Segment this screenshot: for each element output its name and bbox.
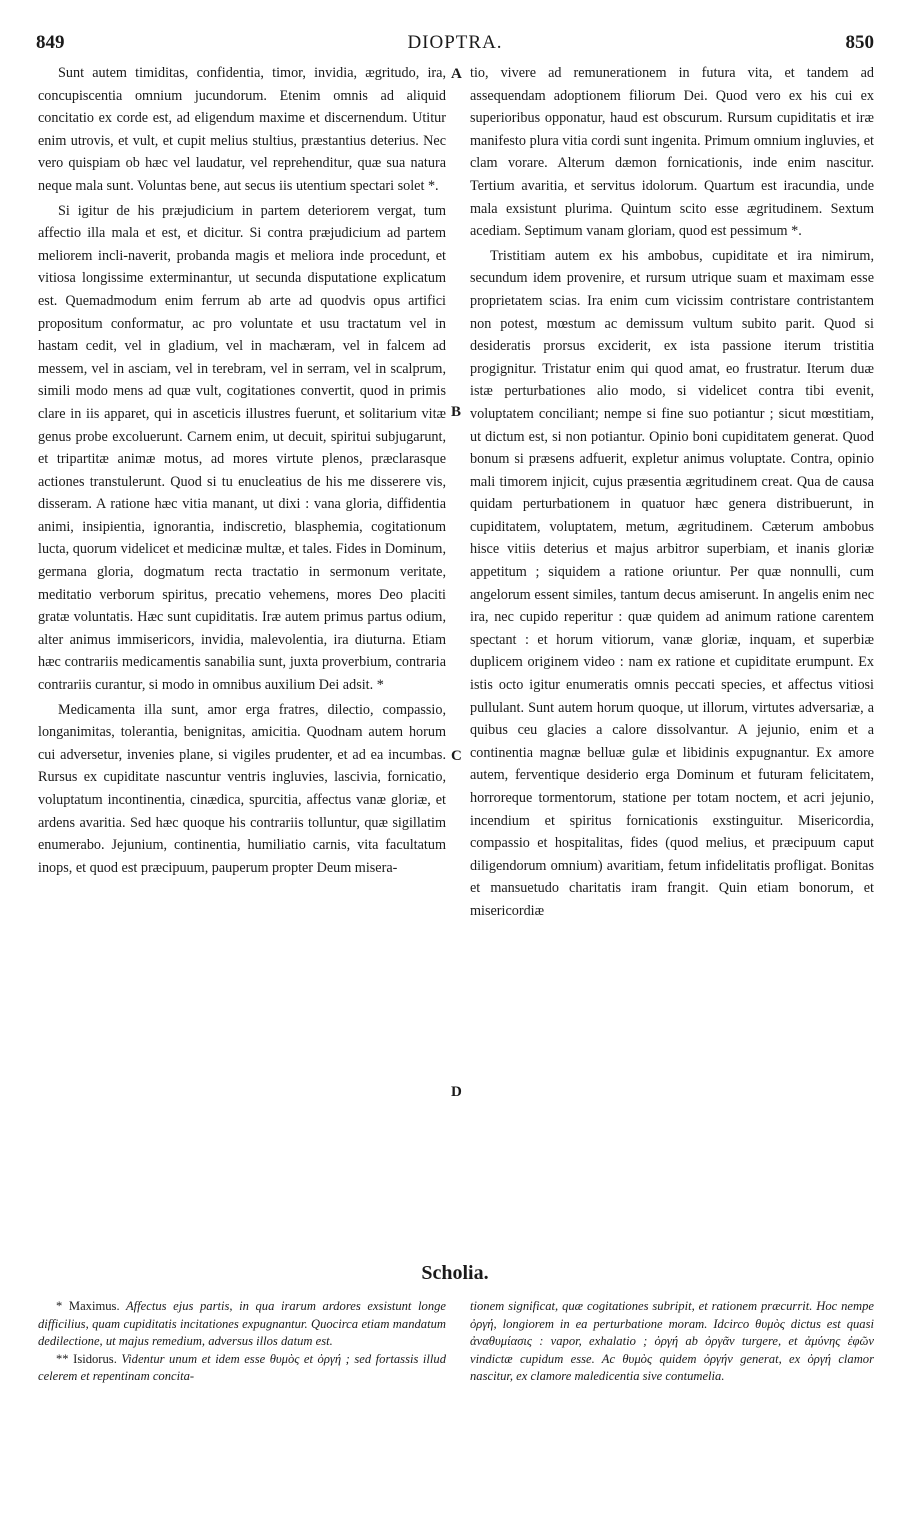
- page-header: [36, 32, 874, 60]
- scholion-note: [38, 1351, 446, 1386]
- paragraph: Si igitur de his præjudicium in partem deteriorem vergat, tum affectio illa mala et est, et dicitur. Si contra præjudicium ad partem meliorem incli-naverit, probanda magis et meliora inde procedunt, et vitiosa longissime exterminantur, ut secunda disputatione explicatum est. Quemadmodum enim ferrum ab arte ad quodvis opus artifici propositum conformatur, ac pro voluntate et usu tractatum vel in hastam cedit, vel in gladium, vel in machæram, vel in falcem ad messem, vel in asciam, vel in terebram, vel in serram, vel in scalprum, simili modo mens ad quæ vult, cogitationes convertit, quod in primis clare in iis apparet, qui in asceticis illustres fuerunt, et solitarium vitæ genus probe excoluerunt. Carnem enim, ut decuit, spiritui subjugarunt, et tripartitæ animæ motus, ad mores virtute plenos, præclarasque actiones transtulerunt. Quod si tu enucleatius de his me disserere vis, disseram. A ratione hæc vitia manant, ut dixi : vana gloria, diffidentia animi, insipientia, ignorantia, indiscretio, blasphemia, cogitationum lucta, quorum videlicet et medicinæ multæ, et tales. Fides in Dominum, germana gloria, dogmatum recta tractatio in sermonum veritate, meditatio verborum spiritus, precatio vehemens, mores Deo placiti gratæ voluntatis. Hæc sunt cupiditatis. Iræ autem primus partus odium, alter animus immisericors, invidia, malevolentia, ira diuturna. Etiam hæc contrariis medicamentis sanabilia sunt, juxta proverbium, contraria contrariis curantur, si modo in omnibus auxilium Dei adsit. *: [38, 202, 446, 694]
- paragraph: Tristitiam autem ex his ambobus, cupiditate et ira nimirum, secundum idem provenire, et rursum utrique suam et maximam esse proprietatem scias. Ira enim cum vicissim contristare contristantem non potest, mœstum ac demissum vultum subito parit. Quod si desideratis prorsus exciderit, ex ista passione iterum tristitia progignitur. Tristatur enim qui quod amat, eo frustratur. Iterum duæ istæ perturbationes alio modo, si videlicet contra tibi evenit, voluptatem conciliant; nempe si fine suo potiantur ; sicut mœstitiam, ut dictum est, si non potiantur. Opinio boni cupiditatem generat. Quod bonum si præsens adfuerit, expletur animus voluptate. Contra, opinio mali timorem injicit, cujus præsentia ægritudinem creat. Qua de causa quidam perturbationem in quatuor hæc genera distribuerunt, in cupiditatem, voluptatem, metum, ægritudinem. Cæterum ambobus hisce vitiis deterius et majus arbitror superbiam, et inanis gloriæ appetitum ; siquidem a ratione oriuntur. Per quæ nonnulli, cum angelorum essent similes, tantum decus amiserunt. In angelis enim nec ira, nec cupido reperitur : quæ quidem ad animum ratione carentem spectant : et horum vitiorum, vanæ gloriæ, inquam, et superbiæ duplicem originem video : nam ex ratione et cupiditate erumpunt. Ex istis octo igitur enumeratis omnis peccati species, et affectus vitiosi pullulant. Sunt autem horum quoque, ut illorum, virtutes adversariæ, a quibus ceu glacies a calore dissolvantur. A jejunio, enim et a continentia magnæ belluæ gulæ et libidinis expugnantur. Ex amore autem, ferventique desiderio erga Dominum et futuram felicitatem, horroreque tormentorum, statione per totam noctem, et acri jejunio, incendium et spiritus fornicationis exstinguitur. Misericordia, compassio et hospitalitas, fides (quod melius, et præcipuum caput diligendorum omnium) avaritiam, fetum infidelitatis profligat. Bonitas et mansuetudo charitatis iram frangit. Quin etiam bonorum, et misericordiæ: [470, 247, 874, 919]
- right-page-number: 850: [845, 32, 874, 53]
- margin-letter-b: B: [451, 404, 462, 420]
- scholion-note: [38, 1298, 446, 1351]
- scholia-title: Scholia.: [421, 1262, 489, 1284]
- scholion-text: Affectus ejus partis, in qua irarum ardores exsistunt longe difficilius, quam cupiditatis incitationes expugnantur. Quocirca etiam mandatum dedilectione, ut majus remedium, adversus illos datum est.: [38, 1299, 446, 1349]
- scholion-author: * Maximus.: [56, 1299, 120, 1313]
- left-page-number: 849: [36, 32, 65, 53]
- scholion-author: ** Isidorus.: [56, 1351, 117, 1366]
- paragraph: tio, vivere ad remunerationem in futura vita, et tandem ad assequendam adoptionem filiorum Dei. Quod vero ex his cui ex superioribus opponatur, haud est obscurum. Rursum cupiditatis et iræ manifesto plura vitia cordi sunt ingenita. Primum omnium ingluvies, et clam vorare. Alterum dæmon fornicationis, inde enim nascitur. Tertium avaritia, et servitus idolorum. Quartum est iracundia, unde mala exsistunt plurima. Quintum scito esse ægritudinem. Sextum acediam. Septimum vanam gloriam, quod est pessimum *.: [470, 65, 874, 240]
- scholion-continuation: tionem significat, quæ cogitationes subripit, et rationem præcurrit. Hoc nempe ὀργή, longiorem in ea perturbatione moram. Idcirco θυμὸς dictus est quasi ἀναθυμίασις : vapor, exhalatio ; ὀργή ab ὀργᾶν turgere, et ἀμύνης ἐφῶν vindictæ cupidum esse. Ac θυμὸς quidem ὀργήν generat, ex ὀργή clamor nascitur, ex clamore maledicentia sive contumelia.: [470, 1299, 874, 1384]
- running-title: DIOPTRA.: [407, 32, 503, 53]
- paragraph: Sunt autem timiditas, confidentia, timor, invidia, ægritudo, ira, concupiscentia omnium jucundorum. Etenim omnis ad aliquid concitatio ex corde est, ad eligendum maxime et discernendum. Utitur enim utrovis, et vult, et cupit melius stultius, præstantius deterius. Nec vero quispiam ob hæc vel laudatur, vel reprehenditur, quæ sua natura neque mala sunt. Voluntas bene, aut secus iis utentium spectari solet *.: [38, 65, 446, 194]
- right-column: [470, 62, 874, 923]
- margin-letter-a: A: [451, 66, 462, 82]
- paragraph: Medicamenta illa sunt, amor erga fratres, dilectio, compassio, longanimitas, tolerantia, benignitas, amicitia. Quodnam autem horum cui adversetur, invenies plane, si vigiles prudenter, et ad ea incumbas. Rursus ex cupiditate nascuntur ventris ingluvies, lascivia, fornicatio, voluptatum incontinentia, cinædica, spurcitia, affectus vanæ gloriæ, et ardens avaritia. Sed hæc quoque his contrariis tolluntur, quæ sigillatim enumerabo. Jejunium, continentia, humiliatio carnis, vita facultatum inops, et quod est præcipuum, pauperum propter Deum misera-: [38, 701, 446, 876]
- margin-letter-c: C: [451, 748, 462, 764]
- margin-letter-d: D: [451, 1084, 462, 1100]
- scholion-text: Videntur unum et idem esse θυμὸς et ὀργή ; sed fortassis illud celerem et repentinam concita-: [38, 1351, 446, 1384]
- scholia-right-column: [470, 1298, 874, 1386]
- scholia-left-column: [38, 1298, 446, 1386]
- left-column: [38, 62, 446, 879]
